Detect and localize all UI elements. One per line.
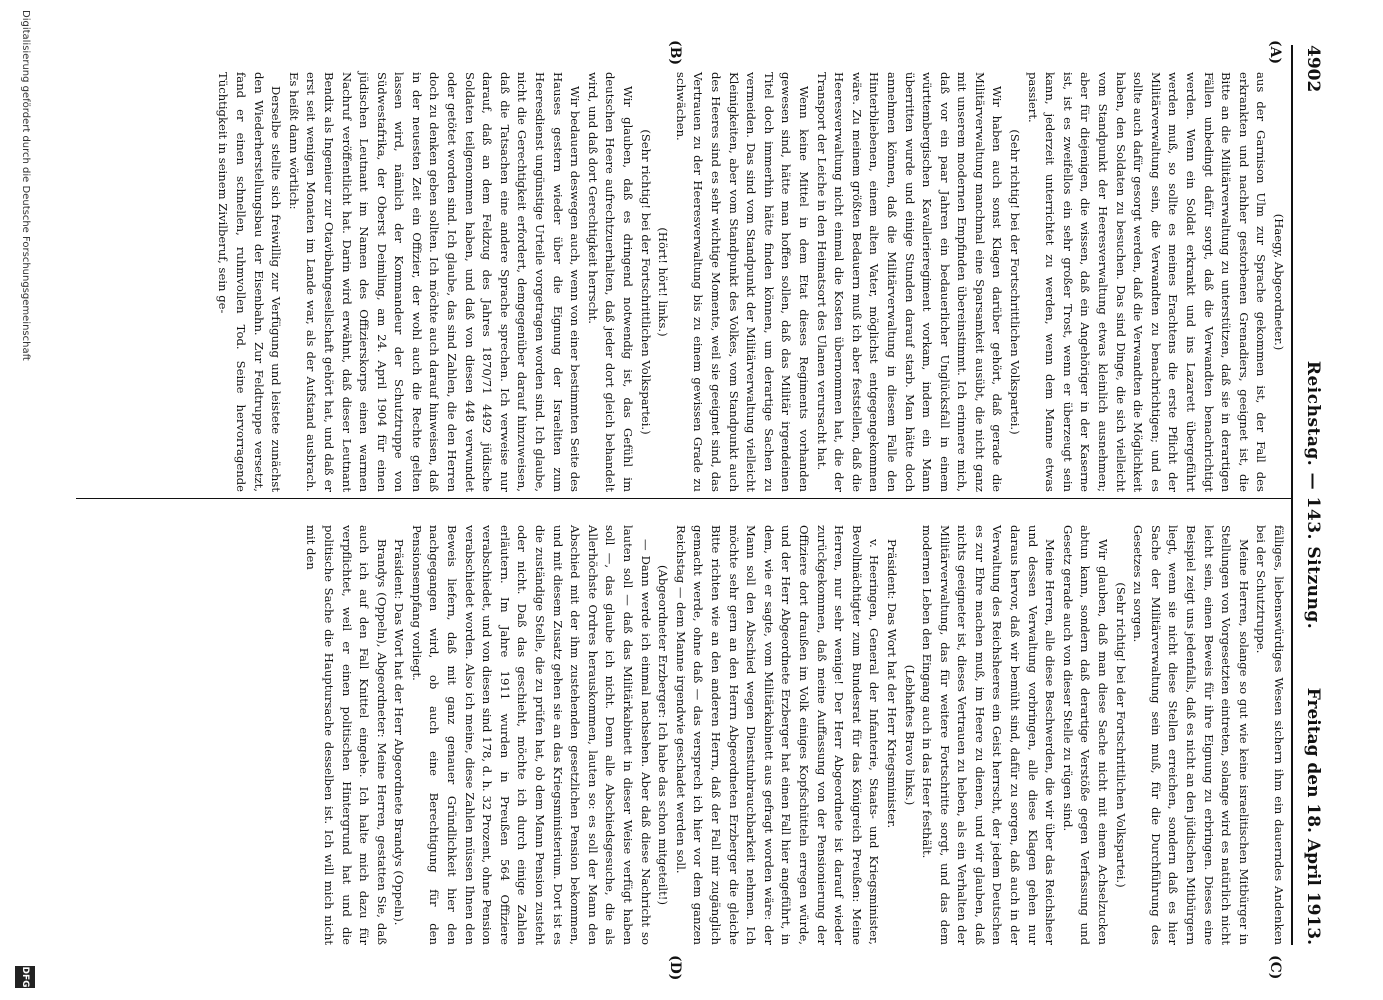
paragraph: (Sehr richtig! bei der Fortschrittlichen Volkspartei.)	[1008, 129, 1023, 435]
margin-marker-b: (B)	[667, 40, 683, 66]
paragraph: — Dann werde ich einmal nachsehen. Aber daß diese Nachricht so lauten soll — daß das Militärkabinett in dieser Weise verfügt haben soll —, das glaube ich nicht. Denn alle Abschiedsgesuche, die als Allerhöchste Ordres herauskommen, lauten so: es soll der Mann den Abschied mit der ihm zustehenden gesetzlichen Pension bekommen, und mit diesem Zusatz gehen sie an das Kriegsministerium. Dort ist es die zuständige Stelle, die zu prüfen hat, ob dem Mann Pension zusteht oder nicht. Daß das geschieht, möchte ich durch einige Zahlen erläutern. Im Jahre 1911 wurden in Preußen 564 Offiziere verabschiedet, und von diesen sind 178, d. h. 32 Prozent, ohne Pension verabschiedet worden. Also ich meine, diese Zahlen müssen Ihnen den Beweis liefern, daß mit ganz genauer Gründlichkeit hier den nachgegangen wird, ob auch eine Berechtigung für den Pensionsempfang vorliegt.	[409, 525, 653, 945]
paragraph: (Abgeordneter Erzberger: Ich habe das schon mitgeteilt!)	[656, 565, 671, 905]
paragraph: v. Heeringen, General der Infanterie, Staats- und Kriegsminister, Bevollmächtigter zum Bundesrat für das Königreich Preußen: Meine Herren, nur sehr wenige! Der Herr Abgeordnete ist darauf wieder zurückgekommen, daß meine Auffassung von der Pensionierung der Offiziere dort draußen im Volk einiges Kopfschütteln erregen würde, und der Herr Abgeordnete Erzberger hat einen Fall hier angeführt, in dem, wie er sagte, vom Militärkabinett aus gefragt worden wäre: der Mann soll den Abschied wegen Dienstunbrauchbarkeit nehmen. Ich möchte sehr gern an den Herrn Abgeordneten Erzberger die gleiche Bitte richten wie an den anderen Herrn, daß der Fall mir zugänglich gemacht werde, ohne daß — das versprech ich hier vor dem ganzen Reichstag — dem Manne irgendwie geschadet werden soll.	[673, 525, 882, 945]
paragraph: Derselbe stellte sich freiwillig zur Verfügung und leistete zunächst den Wiederherstellungsbau der Eisenbahn. Zur Feldtruppe versetzt, fand er einen schnellen, ruhmvollen Tod. Seine hervorragende Tüchtigkeit in seinem Zivilberuf, sein ge-	[216, 72, 284, 492]
page-number: 4902	[1303, 45, 1323, 93]
dfg-logo: DFG	[15, 966, 35, 988]
paragraph: Meine Herren, solange so gut wie keine israelitischen Mitbürger in Stellungen von Vorgesetzten eintreten, solange wird es natürlich nicht leicht sein, einen Beweis für ihre Eignung zu erbringen. Dieses eine Beispiel zeigt uns jedenfalls, daß es nicht an den jüdischen Mitbürgern liegt, wenn sie nicht diese Stellen erreichen, sondern daß es hier Sache der Militärverwaltung sein muß, für die Durchführung des Gesetzes zu sorgen.	[1131, 525, 1251, 945]
right-column	[302, 525, 1287, 945]
session-date: Freitag den 18. April 1913.	[1303, 687, 1323, 945]
page-footer	[5, 0, 45, 1000]
paragraph: aus der Garnison Ulm zur Sprache gekommen ist, der Fall des erkrankten und nachher gestorbenen Grenadiers, geeignet ist, die Bitte an die Militärverwaltung zu unterstützen, daß sie in derartigen Fällen unbedingt dafür sorgt, daß die Verwandten benachrichtigt werden. Wenn ein Soldat erkrankt und ins Lazarett übergeführt werden muß, so sollte es meines Erachtens die erste Pflicht der Militärverwaltung sein, die Verwandten zu benachrichtigen; und es sollte auch dafür gesorgt werden, daß die Verwandten die Möglichkeit haben, den Soldaten zu besuchen. Das sind Dinge, die sich vielleicht vom Standpunkt der Heeresverwaltung etwas kleinlich ausnehmen; aber für diejenigen, die wissen, daß ein Angehöriger in der Kaserne ist, ist es zweifellos ein sehr großer Trost, wenn er überzeugt sein kann, jederzeit unterrichtet zu werden, wenn dem Manne etwas passiert.	[1025, 72, 1269, 492]
funding-note: Digitalisierung gefördert durch die Deutsche Forschungsgemeinschaft	[20, 10, 31, 361]
paragraph: fälliges, liebenswürdiges Wesen sichern ihm ein dauerndes Andenken bei der Schutztruppe.	[1254, 525, 1286, 945]
paragraph: Präsident: Das Wort hat der Herr Kriegsminister.	[884, 539, 899, 829]
paragraph: Wir glauben, daß es dringend notwendig ist, das Gefühl im deutschen Heere aufrechtzuerhalten, daß jeder dort gleich behandelt wird, und daß dort Gerechtigkeit herrscht.	[585, 72, 636, 492]
margin-marker-c: (C)	[1267, 955, 1283, 980]
paragraph: Wir haben auch sonst Klagen darüber gehört, daß gerade die Militärverwaltung manchmal eine Sparsamkeit ausübt, die nicht ganz mit unserem modernen Empfinden übereinstimmt. Ich erinnere mich, daß vor ein paar Jahren ein bedauerlicher Unglücksfall in einem württembergischen Kavallerieregiment vorkam, indem ein Mann überritten wurde und einige Stunden darauf starb. Man hätte doch annehmen können, daß die Militärverwaltung in diesem Falle den Hinterbliebenen, einem alten Vater, möglichst entgegengekommen wäre. Zu meinem größten Bedauern muß ich aber feststellen, daß die Heeresverwaltung nicht einmal die Kosten übernommen hat, die der Transport der Leiche in den Heimatsort des Ulanen verursacht hat.	[814, 72, 1005, 492]
running-title: Reichstag. — 143. Sitzung.	[1303, 360, 1323, 630]
paragraph: (Hört! hört! links.)	[656, 227, 671, 337]
left-column	[214, 72, 1287, 492]
paragraph: Wir glauben, daß man diese Sache nicht mit einem Achselzucken abtun kann, sondern daß derartige Verstöße gegen Verfassung und Gesetz gerade auch von dieser Stelle zu rügen sind.	[1060, 525, 1111, 945]
paragraph: Wenn keine Mittel in dem Etat dieses Regiments vorhanden gewesen sind, hätte man hoffen sollen, daß das Militär irgendeinen Titel doch immerhin hätte finden können, um derartige Sachen zu vermeiden. Das sind vom Standpunkt der Militärverwaltung vielleicht Kleinigkeiten, aber vom Standpunkt des Volkes, vom Standpunkt auch des Heeres sind es sehr wichtige Momente, weil sie geeignet sind, das Vertrauen zu der Heeresverwaltung bis zu einem gewissen Grade zu schwächen.	[673, 72, 811, 492]
column-divider	[76, 498, 1291, 499]
paragraph: (Sehr richtig! bei der Fortschrittlichen Volkspartei.)	[1113, 582, 1128, 888]
paragraph: Präsident: Das Wort hat der Herr Abgeordnete Brandys (Oppeln).	[392, 539, 407, 926]
paragraph: Wir bedauern deswegen auch, wenn von einer bestimmten Seite des Hauses gestern wieder über die Eignung der Israeliten zum Heeresdienst ungünstige Urteile vorgetragen worden sind. Ich glaube, nicht die Gerechtigkeit erfordert, demgegenüber darauf hinzuweisen, daß die Tatsachen eine andere Sprache sprechen. Ich verweise nur darauf, daß an dem Feldzug des Jahres 1870/71 4492 jüdische Soldaten teilgenommen haben, und daß von diesen 448 verwundet oder getötet worden sind. Ich glaube, das sind Zahlen, die den Herren doch zu denken geben sollten. Ich möchte auch darauf hinweisen, daß in der neuesten Zeit ein Offizier, der wohl auch die Rechte gelten lassen wird, nämlich der Kommandeur der Schutztruppe von Südwestafrika, der Oberst Deimling, am 24. April 1904 für einen jüdischen Leutnant im Namen des Offizierskorps einen warmen Nachruf veröffentlicht hat. Darin wird erwähnt, daß dieser Leutnant Bendix als Ingenieur zur Otavibahngesellschaft gehört hat, und daß er erst seit wenigen Monaten im Lande war, als der Aufstand ausbrach. Es heißt dann wörtlich:	[286, 72, 583, 492]
margin-marker-a: (A)	[1267, 40, 1283, 65]
paragraph: Meine Herren, alle diese Beschwerden, die wir über das Reichsheer und dessen Verwaltung vorbringen, alle diese Klagen gehen nur daraus hervor, daß wir bemüht sind, dafür zu sorgen, daß auch in der Verwaltung des Reichsheeres ein Geist herrscht, der jedem Deutschen es zur Ehre machen muß, im Heere zu dienen, und wir glauben, daß nichts geeigneter ist, dieses Vertrauen zu heben, als ein Verhalten der Militärverwaltung, das für weitere Fortschritte sorgt, und das dem modernen Leben den Eingang auch in das Heer festhält.	[920, 525, 1058, 945]
paragraph: (Lebhaftes Bravo links.)	[902, 664, 917, 806]
paragraph: (Haegy, Abgeordneter.)	[1272, 213, 1286, 351]
page-header	[1295, 45, 1323, 945]
margin-marker-d: (D)	[667, 955, 683, 981]
paragraph: Brandys (Oppeln), Abgeordneter: Meine Herren, gestatten Sie, daß auch ich auf den Fall Knittel eingehe. Ich halte mich dazu für verpflichtet, weil er einen politischen Hintergrund hat und die politische Sache die Hauptursache desselben ist. Ich will mich nicht mit den	[304, 525, 389, 945]
header-rule	[1291, 45, 1293, 945]
paragraph: (Sehr richtig! bei der Fortschrittlichen Volkspartei.)	[638, 129, 653, 435]
